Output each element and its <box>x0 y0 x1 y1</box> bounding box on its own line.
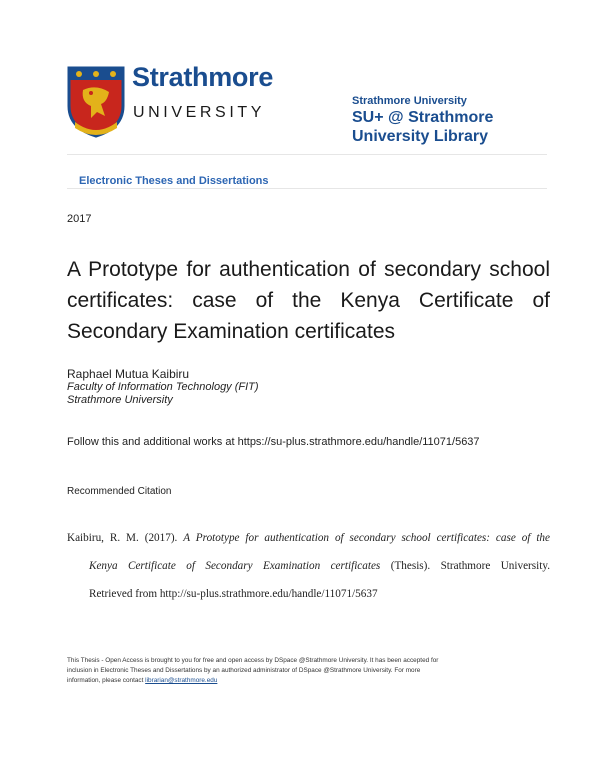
university-logo <box>67 62 277 138</box>
citation-title-part1: A Prototype for authentication of secondary school certificates: case of the <box>183 532 550 544</box>
citation-line-1 <box>67 524 550 552</box>
citation-retrieved: Retrieved from http://su-plus.strathmore.edu/handle/11071/5637 <box>89 588 378 600</box>
follow-works-link[interactable]: Follow this and additional works at https://su-plus.strathmore.edu/handle/11071/5637 <box>67 436 480 448</box>
author-faculty: Faculty of Information Technology (FIT) <box>67 381 259 393</box>
citation-line-2 <box>67 552 550 580</box>
footer-notice <box>67 656 457 686</box>
footer-line-1: This Thesis - Open Access is brought to you for free and open access by DSpace @Strathmore University. It has been accepted for <box>67 657 439 664</box>
publication-year: 2017 <box>67 213 92 225</box>
footer-line-2: inclusion in Electronic Theses and Dissertations by an authorized administrator of DSpace @Strathmore University. For more <box>67 667 421 674</box>
citation-title-part2: Kenya Certificate of Secondary Examination certificates <box>89 560 381 572</box>
footer-contact-prefix: information, please contact <box>67 677 144 684</box>
repository-owner: Strathmore University <box>352 95 467 107</box>
recommended-citation-label: Recommended Citation <box>67 486 172 497</box>
repository-name-line1: SU+ @ Strathmore <box>352 109 494 126</box>
author-name: Raphael Mutua Kaibiru <box>67 367 190 381</box>
footer-line-3 <box>67 676 457 686</box>
header-divider <box>67 154 547 155</box>
document-title: A Prototype for authentication of secondary school certificates: case of the Kenya Certificate of Secondary Examination certificates <box>67 258 550 343</box>
citation-block <box>67 524 550 608</box>
citation-publisher: (Thesis). Strathmore University. <box>390 560 551 572</box>
crest-icon <box>67 66 125 138</box>
contact-email-link[interactable]: librarian@strathmore.edu <box>145 677 218 684</box>
logo-subtitle: UNIVERSITY <box>133 104 266 121</box>
logo-wordmark: Strathmore <box>132 62 274 92</box>
citation-author-year: Kaibiru, R. M. (2017). <box>67 532 178 544</box>
collection-divider <box>67 188 547 189</box>
repository-name-line2: University Library <box>352 128 489 145</box>
collection-link[interactable]: Electronic Theses and Dissertations <box>79 175 269 187</box>
author-institution: Strathmore University <box>67 394 173 406</box>
repository-name <box>352 108 493 146</box>
